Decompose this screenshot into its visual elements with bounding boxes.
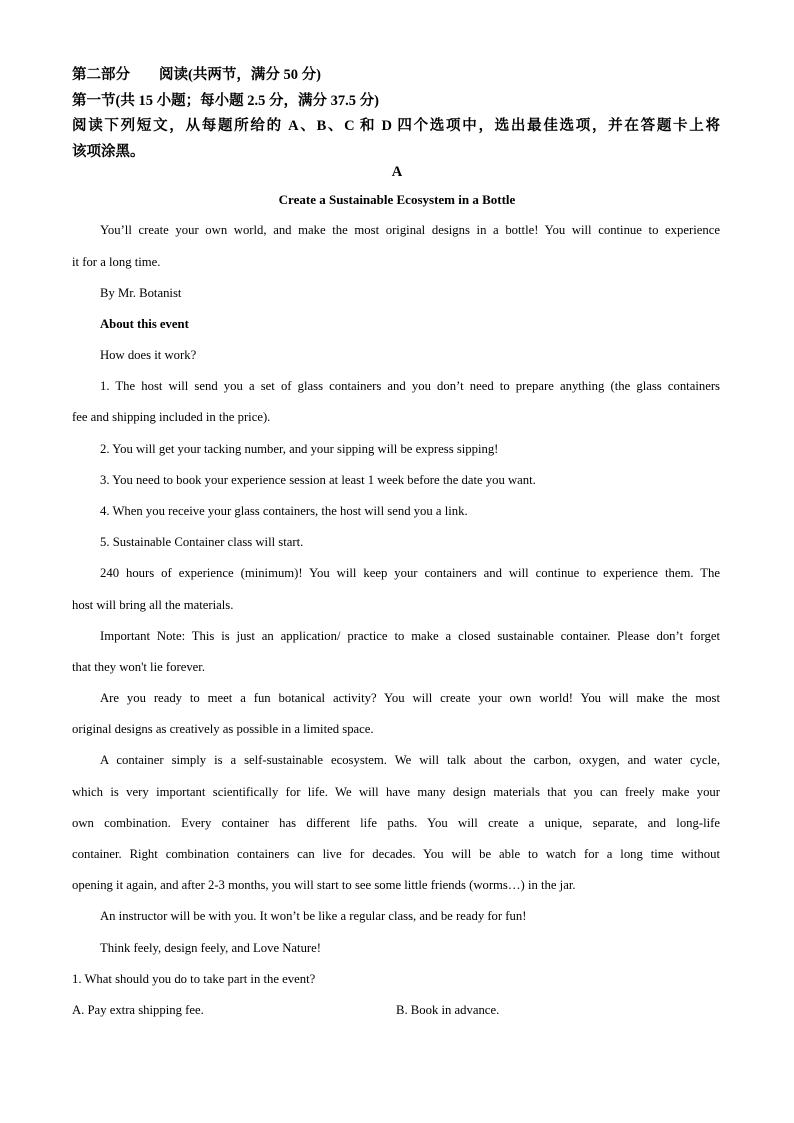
note-line-2: that they won't lie forever. (72, 660, 205, 674)
byline: By Mr. Botanist (100, 286, 182, 300)
container-line-4: container. Right combination containers can live for decades. You will be able to watch for a long time without (72, 847, 720, 861)
about-heading: About this event (100, 317, 189, 331)
instruction-line-1: 阅读下列短文，从每题所给的 A、B、C 和 D 四个选项中，选出最佳选项，并在答题卡上将 (72, 118, 720, 134)
step-2: 2. You will get your tacking number, and your sipping will be express sipping! (100, 442, 499, 456)
note-line-1: Important Note: This is just an application/ practice to make a closed sustainable container. Please don’t forget (100, 629, 720, 643)
intro-line-2: it for a long time. (72, 255, 161, 269)
closing-line: Think feely, design feely, and Love Nature! (100, 941, 322, 955)
step-1-line-1: 1. The host will send you a set of glass containers and you don’t need to prepare anything (the glass containers (100, 379, 720, 393)
container-line-5: opening it again, and after 2-3 months, you will start to see some little friends (worms…) in the jar. (72, 878, 576, 892)
intro-line-1: You’ll create your own world, and make the most original designs in a bottle! You will continue to experience (100, 223, 720, 237)
instruction-line-2: 该项涂黑。 (72, 144, 145, 160)
how-question: How does it work? (100, 348, 197, 362)
part-heading: 第二部分 阅读(共两节，满分 50 分) (72, 67, 321, 83)
step-4: 4. When you receive your glass containers, the host will send you a link. (100, 504, 468, 518)
hours-line-1: 240 hours of experience (minimum)! You will keep your containers and will continue to experience them. The (100, 566, 720, 580)
container-line-1: A container simply is a self-sustainable ecosystem. We will talk about the carbon, oxygen, and water cycle, (100, 753, 720, 767)
option-b: B. Book in advance. (396, 1003, 500, 1017)
ready-line-1: Are you ready to meet a fun botanical activity? You will create your own world! You will make the most (100, 691, 720, 705)
container-line-2: which is very important scientifically for life. We will have many design materials that you can freely make your (72, 785, 720, 799)
section-heading: 第一节(共 15 小题；每小题 2.5 分，满分 37.5 分) (72, 93, 379, 109)
option-a: A. Pay extra shipping fee. (72, 1003, 204, 1017)
question-stem: 1. What should you do to take part in the event? (72, 972, 316, 986)
step-5: 5. Sustainable Container class will start. (100, 535, 304, 549)
step-3: 3. You need to book your experience session at least 1 week before the date you want. (100, 473, 536, 487)
hours-line-2: host will bring all the materials. (72, 598, 234, 612)
passage-title: Create a Sustainable Ecosystem in a Bottle (278, 192, 516, 207)
ready-line-2: original designs as creatively as possible in a limited space. (72, 722, 374, 736)
instructor-line: An instructor will be with you. It won’t be like a regular class, and be ready for fun! (100, 909, 527, 923)
step-1-line-2: fee and shipping included in the price). (72, 410, 271, 424)
container-line-3: own combination. Every container has different life paths. You will create a unique, separate, and long-life (72, 816, 720, 830)
passage-letter: A (391, 164, 403, 180)
